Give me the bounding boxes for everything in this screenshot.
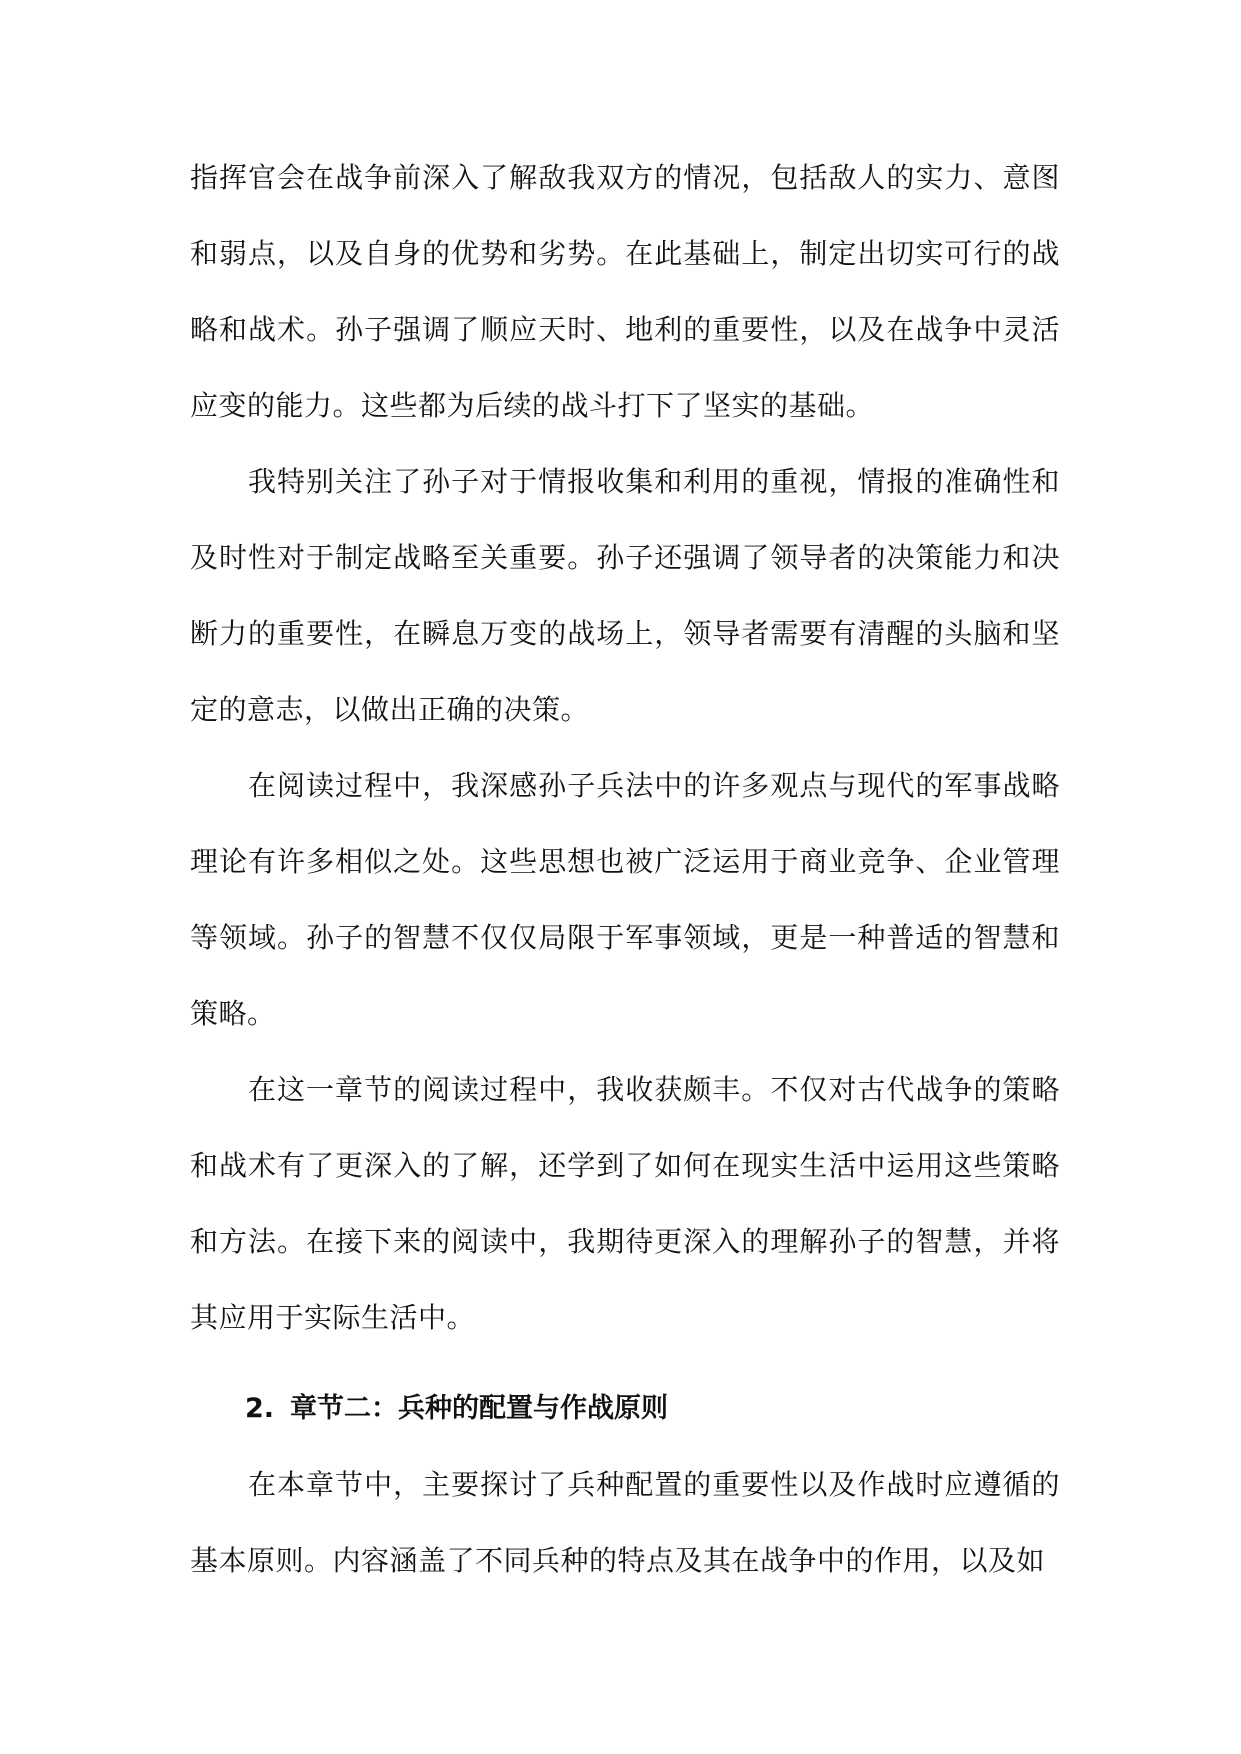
document-page — [190, 140, 1060, 1599]
body-paragraph: 在本章节中，主要探讨了兵种配置的重要性以及作战时应遵循的基本原则。内容涵盖了不同兵种的特点及其在战争中的作用，以及如 — [190, 1468, 1060, 1577]
body-paragraph: 我特别关注了孙子对于情报收集和利用的重视，情报的准确性和及时性对于制定战略至关重要。孙子还强调了领导者的决策能力和决断力的重要性，在瞬息万变的战场上，领导者需要有清醒的头脑和坚定的意志，以做出正确的决策。 — [190, 465, 1060, 726]
body-paragraph: 在阅读过程中，我深感孙子兵法中的许多观点与现代的军事战略理论有许多相似之处。这些思想也被广泛运用于商业竞争、企业管理等领域。孙子的智慧不仅仅局限于军事领域，更是一种普适的智慧和策略。 — [190, 769, 1060, 1030]
body-paragraph: 在这一章节的阅读过程中，我收获颇丰。不仅对古代战争的策略和战术有了更深入的了解，还学到了如何在现实生活中运用这些策略和方法。在接下来的阅读中，我期待更深入的理解孙子的智慧，并将其应用于实际生活中。 — [190, 1073, 1060, 1334]
body-paragraph: 指挥官会在战争前深入了解敌我双方的情况，包括敌人的实力、意图和弱点，以及自身的优势和劣势。在此基础上，制定出切实可行的战略和战术。孙子强调了顺应天时、地利的重要性，以及在战争中灵活应变的能力。这些都为后续的战斗打下了坚实的基础。 — [190, 161, 1060, 422]
section-number: 2. — [245, 1393, 275, 1424]
section-heading — [190, 1371, 1060, 1447]
section-title: 章节二：兵种的配置与作战原则 — [290, 1393, 669, 1424]
